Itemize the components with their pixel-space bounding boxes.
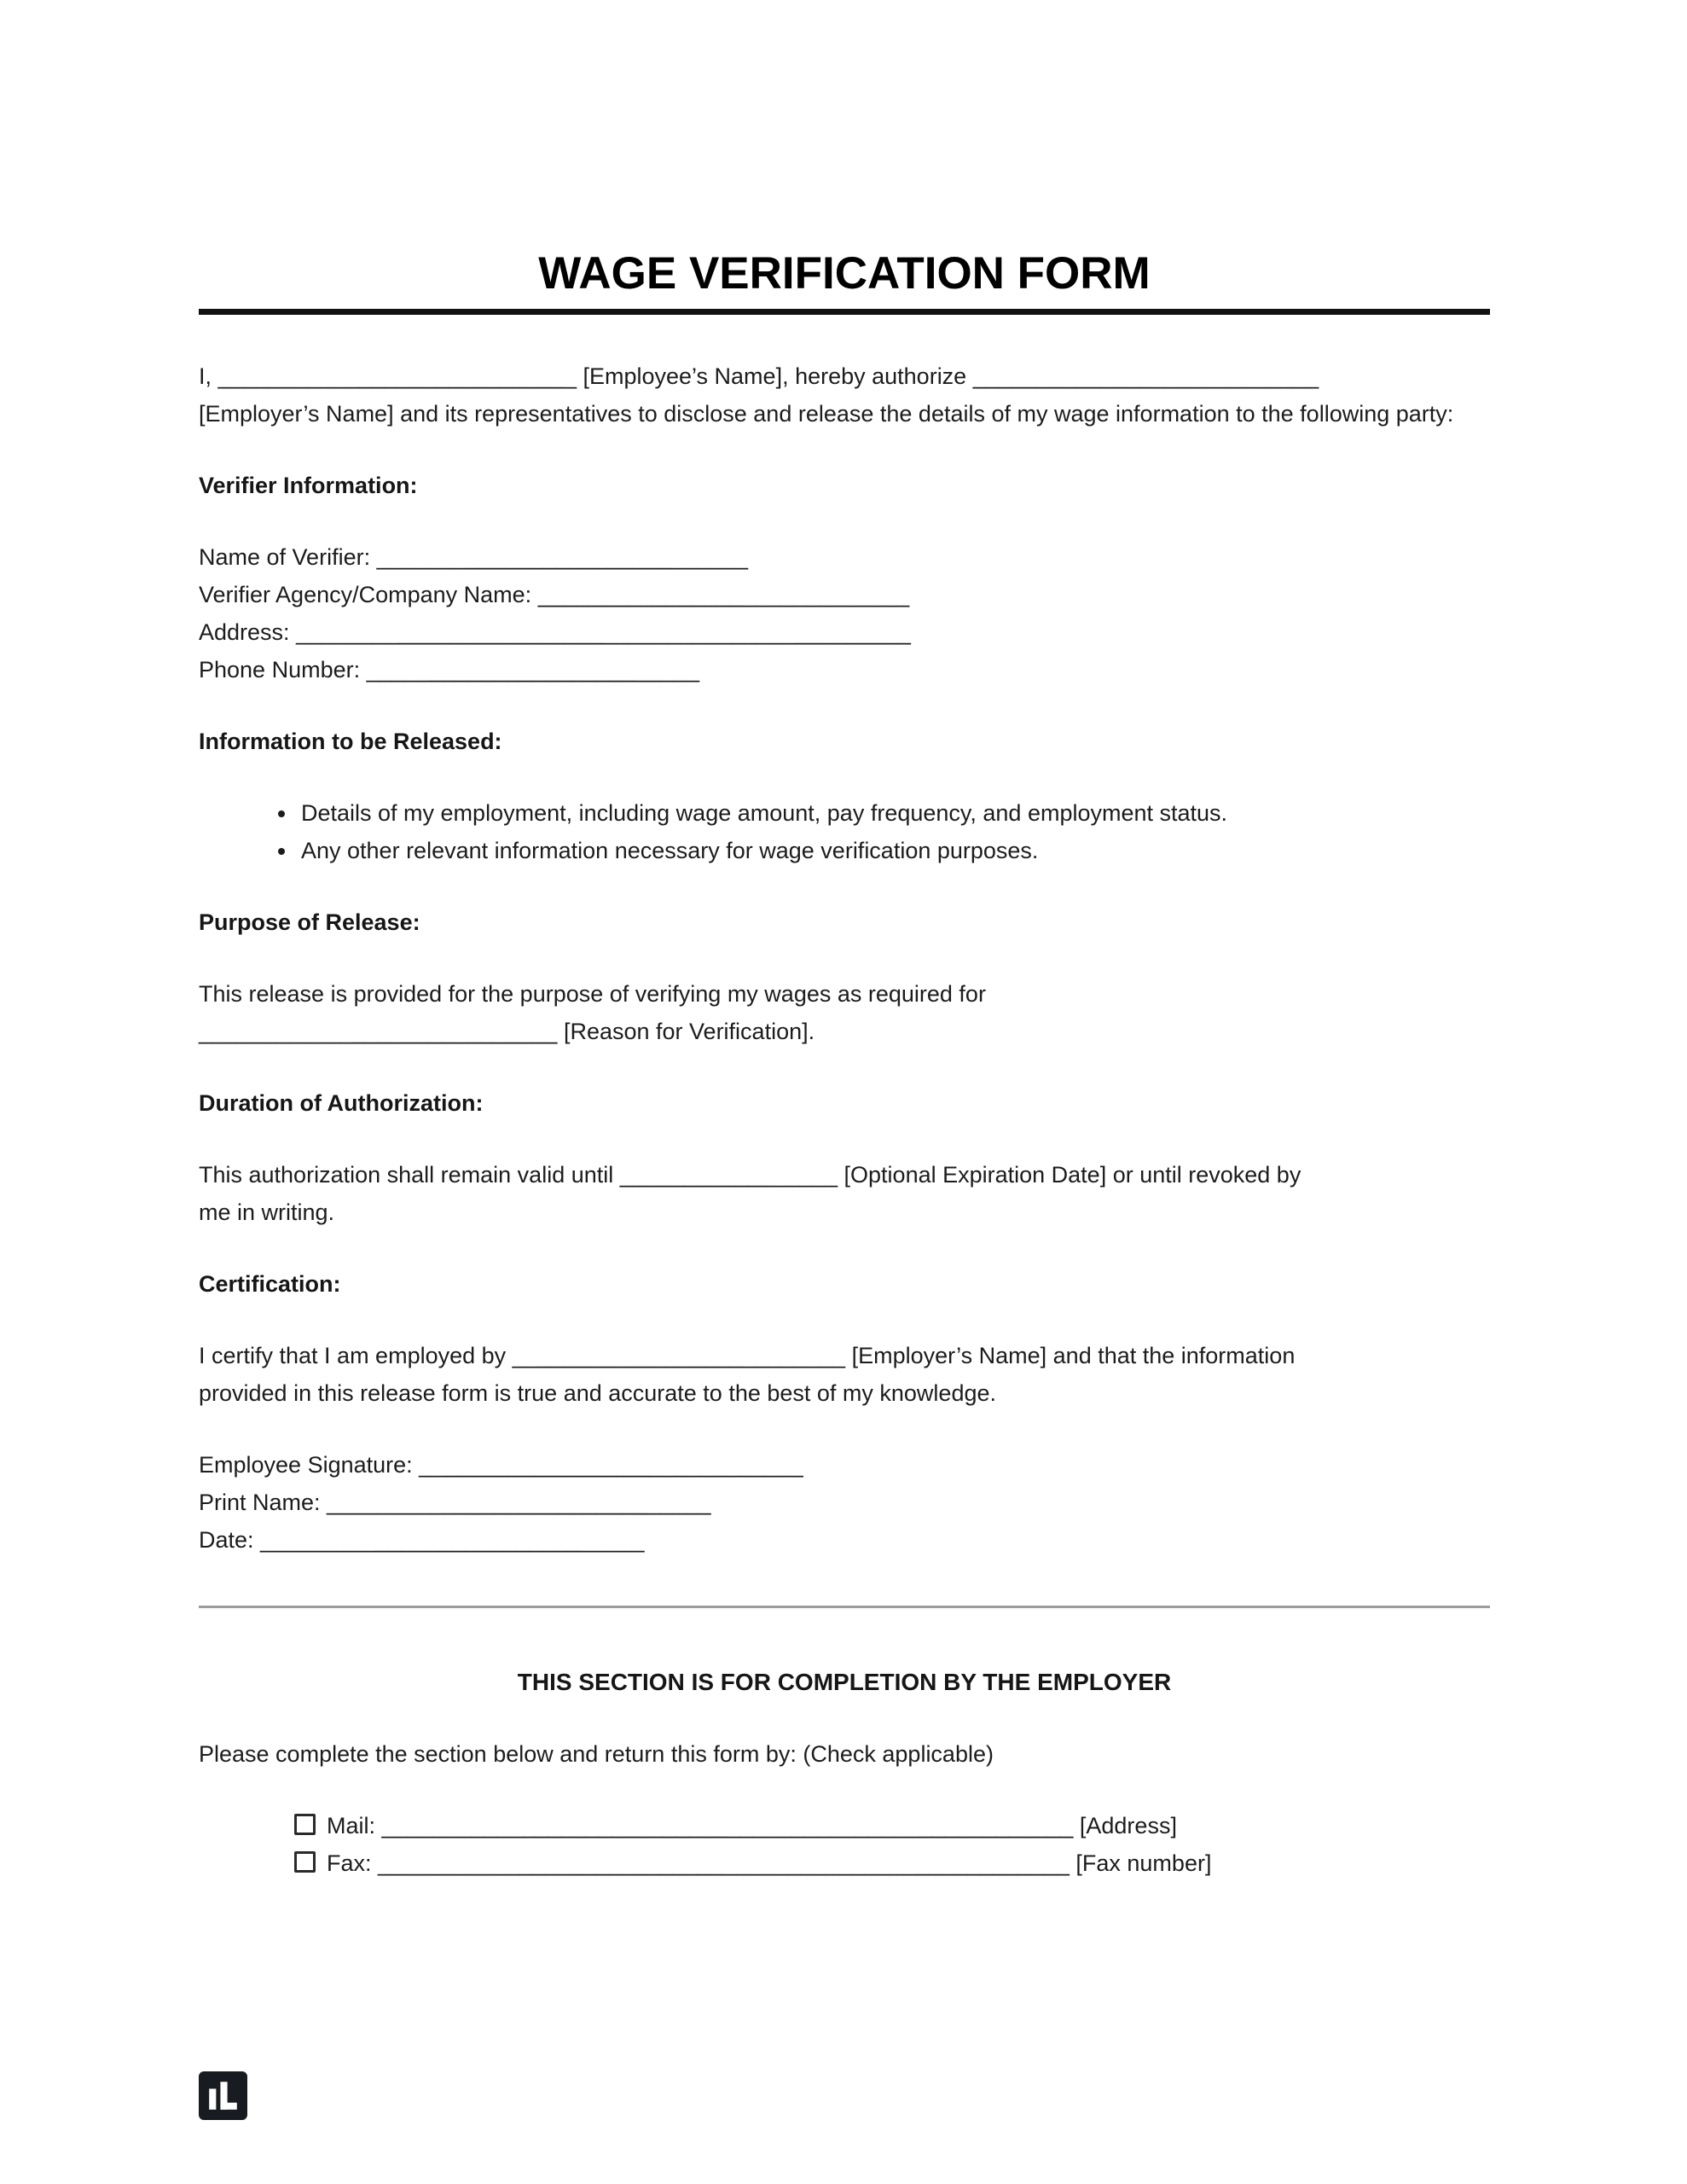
release-bullet-list xyxy=(257,794,1490,869)
field-employee-signature xyxy=(199,1446,1490,1484)
field-label: Address: xyxy=(199,619,297,645)
certification-before-blank: I certify that I am employed by xyxy=(199,1343,513,1368)
phone-number-blank: __________________________ xyxy=(366,657,700,682)
fax-option-line xyxy=(294,1844,1490,1882)
date-blank: ______________________________ xyxy=(260,1527,645,1553)
legal-templates-logo xyxy=(199,2071,247,2120)
field-label: Print Name: xyxy=(199,1490,328,1515)
duration-after-blank: [Optional Expiration Date] or until revoked by xyxy=(838,1162,1301,1188)
intro-paragraph xyxy=(199,357,1490,433)
field-label: Date: xyxy=(199,1527,261,1553)
field-label: Employee Signature: xyxy=(199,1452,420,1478)
employee-name-blank: ____________________________ xyxy=(217,363,577,389)
intro-line3: the following party: xyxy=(1261,401,1454,427)
duration-before-blank: This authorization shall remain valid until xyxy=(199,1162,620,1188)
employer-name-blank: ___________________________ xyxy=(972,363,1319,389)
mail-checkbox[interactable] xyxy=(294,1814,316,1835)
reason-for-verification-blank: ____________________________ xyxy=(199,1019,558,1044)
certification-employer-blank: __________________________ xyxy=(512,1343,846,1368)
fax-option-label: Fax: xyxy=(327,1850,379,1876)
field-label: Name of Verifier: xyxy=(199,544,377,570)
fax-number-blank: ______________________________________________________ xyxy=(378,1850,1070,1876)
duration-paragraph xyxy=(199,1156,1490,1231)
certification-line2: provided in this release form is true and accurate to the best of my knowledge. xyxy=(199,1380,996,1406)
intro-line2: [Employer’s Name] and its representatives to disclose and release the details of my wage information to xyxy=(199,401,1255,427)
verifier-information-heading: Verifier Information: xyxy=(199,473,418,498)
release-bullet-item: • Details of my employment, including wage amount, pay frequency, and employment status. xyxy=(298,794,1490,832)
title-block xyxy=(199,249,1490,315)
mail-option-suffix: [Address] xyxy=(1073,1813,1177,1838)
field-print-name xyxy=(199,1484,1490,1521)
page-title: WAGE VERIFICATION FORM xyxy=(538,248,1151,299)
signature-block xyxy=(199,1446,1490,1559)
intro-mid: [Employee’s Name], hereby authorize xyxy=(576,363,973,389)
section-divider xyxy=(199,1606,1490,1608)
employer-section-heading: THIS SECTION IS FOR COMPLETION BY THE EMPLOYER xyxy=(517,1669,1172,1695)
purpose-paragraph xyxy=(199,975,1490,1050)
duration-line2: me in writing. xyxy=(199,1199,335,1225)
mail-option-label: Mail: xyxy=(327,1813,382,1838)
duration-of-authorization-heading: Duration of Authorization: xyxy=(199,1090,484,1116)
mail-address-blank: ______________________________________________________ xyxy=(381,1813,1074,1838)
field-address xyxy=(199,613,1490,651)
field-phone-number xyxy=(199,651,1490,688)
employee-signature-blank: ______________________________ xyxy=(419,1452,803,1478)
expiration-date-blank: _________________ xyxy=(619,1162,838,1188)
certification-after-blank: [Employer’s Name] and that the information xyxy=(845,1343,1296,1368)
field-date xyxy=(199,1521,1490,1559)
purpose-line1: This release is provided for the purpose of verifying my wages as required for xyxy=(199,981,986,1007)
intro-lead: I, xyxy=(199,363,218,389)
field-name-of-verifier xyxy=(199,538,1490,576)
name-of-verifier-blank: _____________________________ xyxy=(376,544,749,570)
return-options xyxy=(199,1807,1490,1882)
certification-heading: Certification: xyxy=(199,1271,341,1297)
fax-checkbox[interactable] xyxy=(294,1851,316,1873)
field-label: Verifier Agency/Company Name: xyxy=(199,582,538,607)
verifier-agency-blank: _____________________________ xyxy=(537,582,910,607)
print-name-blank: ______________________________ xyxy=(327,1490,711,1515)
purpose-of-release-heading: Purpose of Release: xyxy=(199,909,420,935)
information-released-heading: Information to be Released: xyxy=(199,729,502,754)
address-blank: ________________________________________________ xyxy=(296,619,911,645)
certification-paragraph xyxy=(199,1337,1490,1412)
release-bullet-item: • Any other relevant information necessary for wage verification purposes. xyxy=(298,832,1490,869)
employer-instruction: Please complete the section below and return this form by: (Check applicable) xyxy=(199,1741,994,1767)
fax-option-suffix: [Fax number] xyxy=(1069,1850,1212,1876)
verifier-fields xyxy=(199,538,1490,688)
purpose-line2-suffix: [Reason for Verification]. xyxy=(557,1019,815,1044)
mail-option-line xyxy=(294,1807,1490,1844)
field-verifier-agency xyxy=(199,576,1490,613)
field-label: Phone Number: xyxy=(199,657,367,682)
